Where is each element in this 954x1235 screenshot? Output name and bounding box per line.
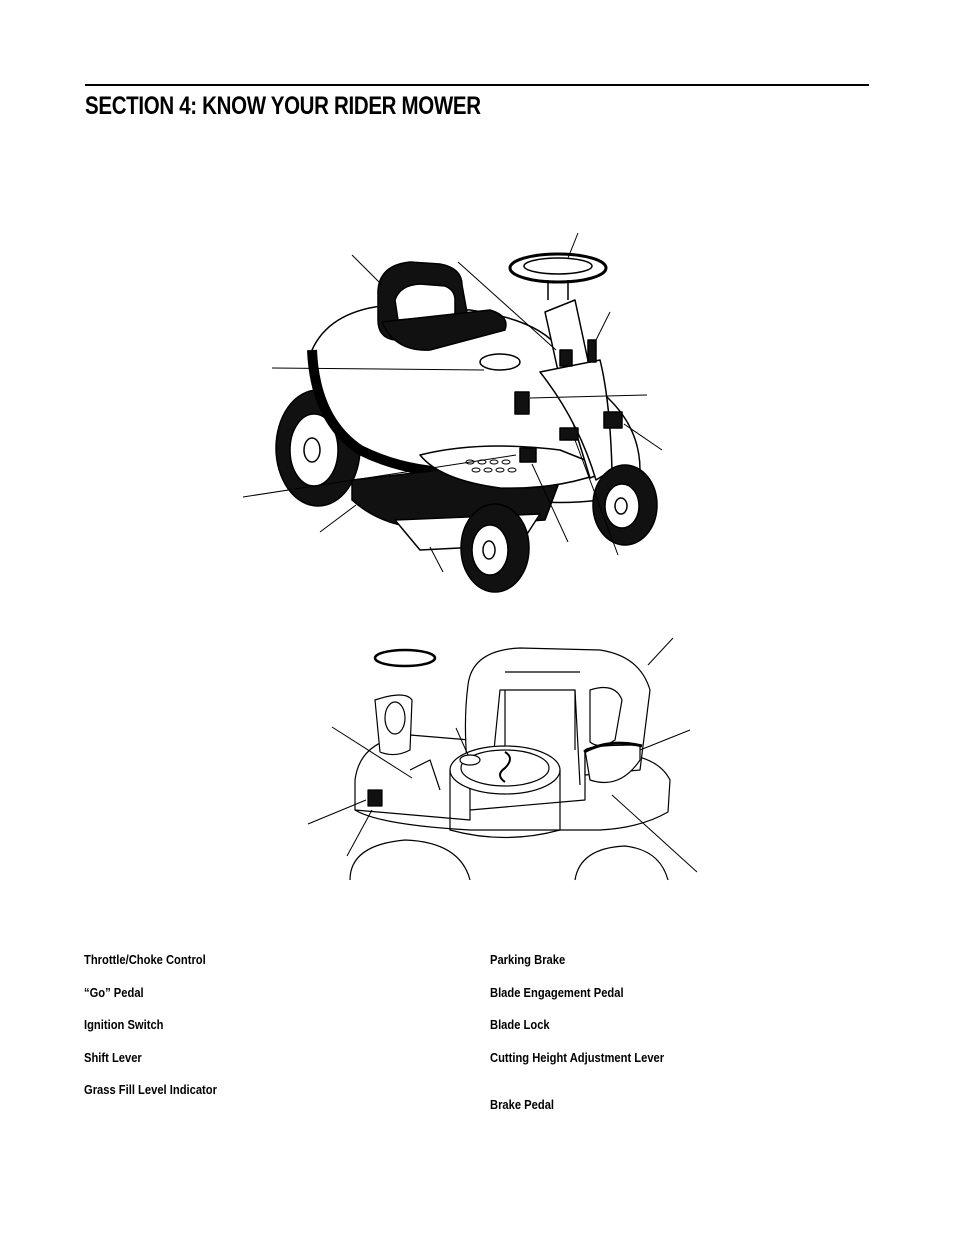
label-ignition-switch: Ignition Switch [84,1017,164,1032]
page-title: SECTION 4: KNOW YOUR RIDER MOWER [85,92,481,120]
rider-mower-front-illustration [230,225,670,600]
rider-mower-hood-open-illustration [300,632,700,887]
label-cutting-height-adjustment-lever: Cutting Height Adjustment Lever [490,1050,665,1065]
label-blade-lock: Blade Lock [490,1017,550,1032]
label-parking-brake: Parking Brake [490,952,566,967]
label-blade-engagement-pedal: Blade Engagement Pedal [490,985,624,1000]
label-brake-pedal: Brake Pedal [490,1097,555,1112]
label-shift-lever: Shift Lever [84,1050,142,1065]
label-throttle-choke-control: Throttle/Choke Control [84,952,206,967]
label-grass-fill-level-indicator: Grass Fill Level Indicator [84,1082,217,1097]
header-rule [85,84,869,86]
label-go-pedal: “Go” Pedal [84,985,144,1000]
